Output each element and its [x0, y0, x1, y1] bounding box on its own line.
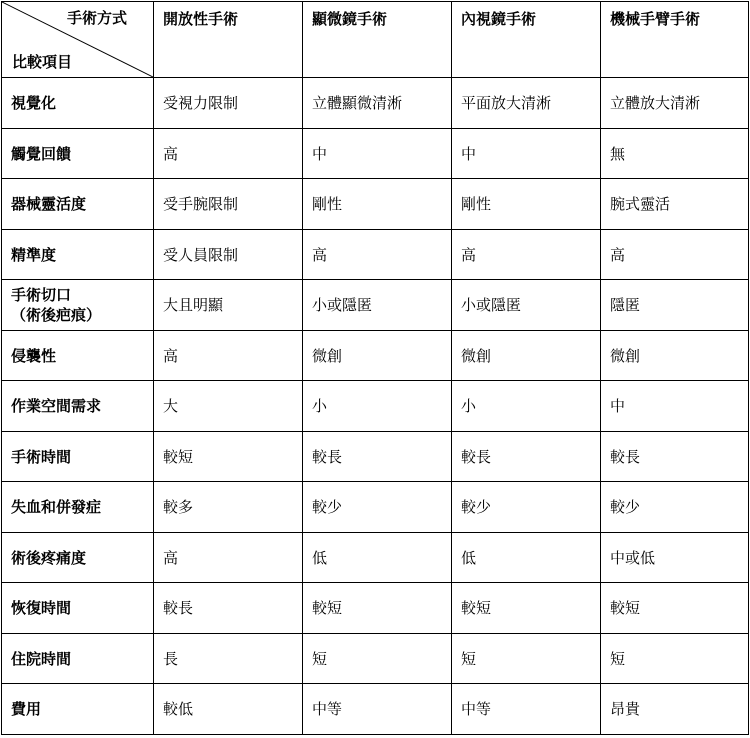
- table-cell: 小或隱匿: [452, 280, 601, 331]
- table-cell: 低: [452, 532, 601, 583]
- table-row: [2, 633, 749, 684]
- table-cell: 昂貴: [601, 684, 749, 735]
- row-label: [2, 330, 154, 381]
- header-row: [2, 2, 749, 78]
- table-cell: 隱匿: [601, 280, 749, 331]
- row-label-line: 恢復時間: [11, 599, 72, 618]
- table-row: [2, 583, 749, 634]
- table-cell: 微創: [303, 330, 452, 381]
- table-row: [2, 532, 749, 583]
- table-cell: 較短: [452, 583, 601, 634]
- table-cell: 受手腕限制: [154, 179, 303, 230]
- table-cell: 中等: [452, 684, 601, 735]
- row-label: [2, 179, 154, 230]
- table-cell: 較少: [601, 482, 749, 533]
- table-cell: 中: [303, 128, 452, 179]
- row-label: [2, 78, 154, 129]
- row-label-line: 失血和併發症: [11, 498, 102, 517]
- comparison-table-container: [1, 1, 749, 735]
- row-label-line: 費用: [11, 700, 42, 719]
- table-cell: 剛性: [452, 179, 601, 230]
- table-cell: 較短: [601, 583, 749, 634]
- row-label-line: 術後疼痛度: [11, 548, 87, 567]
- table-cell: 短: [452, 633, 601, 684]
- table-cell: 高: [154, 532, 303, 583]
- table-cell: 微創: [452, 330, 601, 381]
- table-cell: 中: [452, 128, 601, 179]
- table-row: [2, 330, 749, 381]
- row-label: [2, 532, 154, 583]
- row-label-line: 作業空間需求: [11, 397, 102, 416]
- table-cell: 小: [452, 381, 601, 432]
- table-cell: 高: [452, 229, 601, 280]
- table-row: [2, 684, 749, 735]
- row-label: [2, 482, 154, 533]
- table-row: [2, 179, 749, 230]
- table-cell: 長: [154, 633, 303, 684]
- row-label-line: 手術切口: [11, 285, 72, 304]
- row-label-line: 器械靈活度: [11, 195, 87, 214]
- column-header-endoscope: 內視鏡手術: [452, 2, 601, 78]
- table-cell: 立體放大清淅: [601, 78, 749, 129]
- table-cell: 較長: [452, 431, 601, 482]
- corner-cell: [2, 2, 154, 78]
- table-cell: 短: [303, 633, 452, 684]
- table-cell: 較長: [154, 583, 303, 634]
- table-row: [2, 229, 749, 280]
- table-cell: 中等: [303, 684, 452, 735]
- corner-top-label: 手術方式: [66, 9, 127, 27]
- table-cell: 較短: [154, 431, 303, 482]
- table-cell: 小: [303, 381, 452, 432]
- table-cell: 無: [601, 128, 749, 179]
- table-cell: 大: [154, 381, 303, 432]
- column-header-microscope: 顯微鏡手術: [303, 2, 452, 78]
- table-row: [2, 128, 749, 179]
- row-label: [2, 381, 154, 432]
- row-label-line: 觸覺回饋: [11, 144, 72, 163]
- table-cell: 受視力限制: [154, 78, 303, 129]
- row-label-line: （術後疤痕）: [11, 305, 102, 324]
- table-cell: 較少: [303, 482, 452, 533]
- row-label: [2, 633, 154, 684]
- row-label-line: 視覺化: [11, 94, 57, 113]
- table-cell: 較長: [601, 431, 749, 482]
- table-row: [2, 482, 749, 533]
- table-cell: 中: [601, 381, 749, 432]
- row-label: [2, 583, 154, 634]
- row-label: [2, 280, 154, 331]
- table-cell: 微創: [601, 330, 749, 381]
- table-cell: 高: [601, 229, 749, 280]
- table-cell: 腕式靈活: [601, 179, 749, 230]
- table-row: [2, 78, 749, 129]
- table-cell: 高: [303, 229, 452, 280]
- table-cell: 較短: [303, 583, 452, 634]
- table-cell: 較多: [154, 482, 303, 533]
- row-label: [2, 431, 154, 482]
- row-label-line: 侵襲性: [11, 346, 57, 365]
- table-cell: 立體顯微清淅: [303, 78, 452, 129]
- table-cell: 平面放大清淅: [452, 78, 601, 129]
- row-label-line: 精準度: [11, 245, 57, 264]
- table-cell: 較低: [154, 684, 303, 735]
- table-cell: 短: [601, 633, 749, 684]
- table-row: [2, 381, 749, 432]
- row-label: [2, 229, 154, 280]
- table-row: [2, 280, 749, 331]
- table-cell: 低: [303, 532, 452, 583]
- table-cell: 較少: [452, 482, 601, 533]
- table-cell: 中或低: [601, 532, 749, 583]
- table-cell: 高: [154, 128, 303, 179]
- table-cell: 小或隱匿: [303, 280, 452, 331]
- row-label-line: 住院時間: [11, 649, 72, 668]
- row-label: [2, 128, 154, 179]
- table-cell: 高: [154, 330, 303, 381]
- row-label-line: 手術時間: [11, 447, 72, 466]
- table-cell: 大且明顯: [154, 280, 303, 331]
- row-label: [2, 684, 154, 735]
- surgery-comparison-table: [1, 1, 749, 735]
- column-header-open: 開放性手術: [154, 2, 303, 78]
- table-cell: 剛性: [303, 179, 452, 230]
- corner-bottom-label: 比較項目: [12, 53, 73, 71]
- table-cell: 受人員限制: [154, 229, 303, 280]
- table-row: [2, 431, 749, 482]
- table-cell: 較長: [303, 431, 452, 482]
- column-header-robotic: 機械手臂手術: [601, 2, 749, 78]
